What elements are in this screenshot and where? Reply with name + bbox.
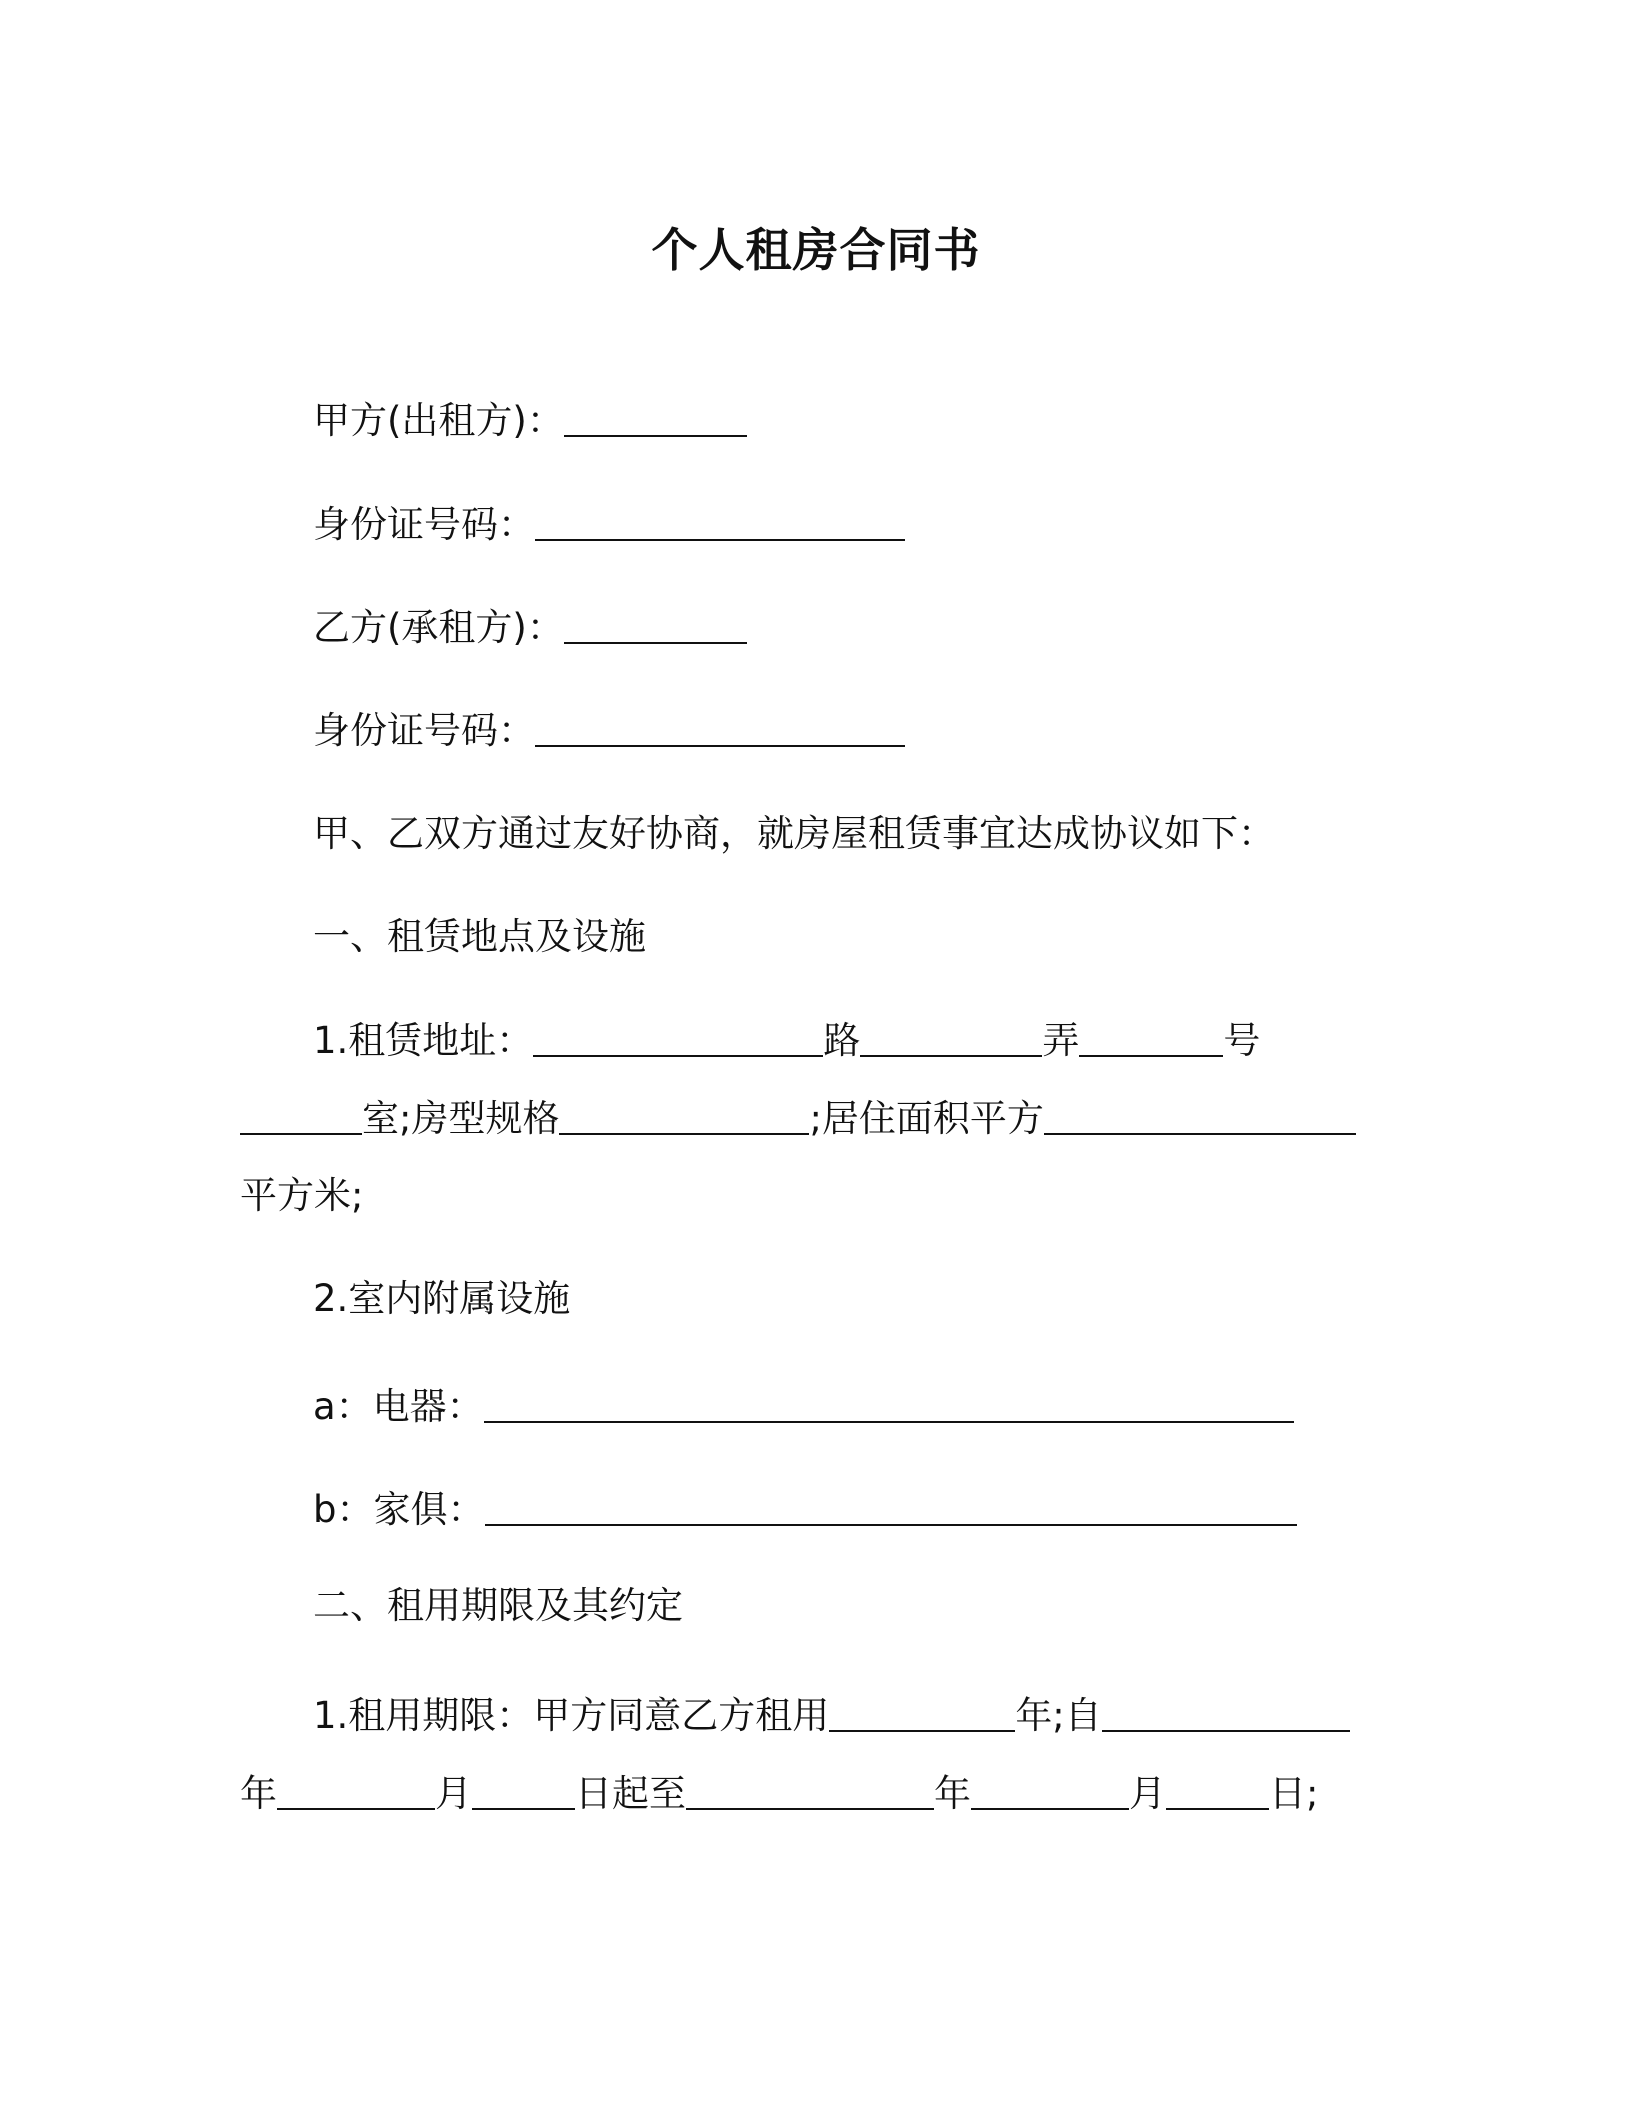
term-year-from-label: 年;自 bbox=[1015, 1694, 1102, 1737]
address-number-blank[interactable] bbox=[1079, 1021, 1223, 1057]
end-month-blank[interactable] bbox=[971, 1774, 1129, 1810]
area-label: ;居住面积平方 bbox=[809, 1097, 1044, 1140]
party-b-label: 乙方(承租方)： bbox=[313, 606, 564, 649]
section-1-heading: 一、租赁地点及设施 bbox=[313, 915, 646, 958]
start-month-label: 月 bbox=[435, 1772, 472, 1815]
number-label: 号 bbox=[1223, 1019, 1261, 1062]
party-a-id-blank[interactable] bbox=[535, 505, 905, 541]
road-label: 路 bbox=[823, 1019, 861, 1062]
room-blank[interactable] bbox=[240, 1099, 362, 1135]
lane-label: 弄 bbox=[1042, 1019, 1080, 1062]
end-year-label: 年 bbox=[934, 1772, 971, 1815]
party-b-blank[interactable] bbox=[564, 608, 747, 644]
party-a-id-label: 身份证号码： bbox=[313, 503, 535, 546]
end-day-blank[interactable] bbox=[1166, 1774, 1269, 1810]
term-prefix: 1.租用期限：甲方同意乙方租用 bbox=[313, 1694, 830, 1737]
party-b-line bbox=[313, 604, 747, 652]
address-lane-blank[interactable] bbox=[860, 1021, 1042, 1057]
party-a-line bbox=[313, 397, 747, 445]
room-line bbox=[240, 1095, 1356, 1143]
furniture-blank[interactable] bbox=[485, 1490, 1297, 1526]
intro-paragraph: 甲、乙双方通过友好协商，就房屋租赁事宜达成协议如下： bbox=[313, 812, 1275, 855]
start-year-label: 年 bbox=[240, 1772, 277, 1815]
room-type-blank[interactable] bbox=[559, 1099, 809, 1135]
appliances-line bbox=[313, 1383, 1294, 1431]
end-day-label: 日; bbox=[1269, 1772, 1319, 1815]
address-road-blank[interactable] bbox=[533, 1021, 823, 1057]
party-a-blank[interactable] bbox=[564, 401, 747, 437]
appliances-blank[interactable] bbox=[484, 1387, 1294, 1423]
end-year-blank[interactable] bbox=[686, 1774, 934, 1810]
address-prefix: 1.租赁地址： bbox=[313, 1019, 534, 1062]
room-label: 室;房型规格 bbox=[362, 1097, 560, 1140]
term-line bbox=[313, 1692, 1350, 1740]
furniture-line bbox=[313, 1486, 1297, 1534]
term-years-blank[interactable] bbox=[829, 1696, 1015, 1732]
start-day-label: 日起至 bbox=[575, 1772, 686, 1815]
facilities-heading: 2.室内附属设施 bbox=[313, 1277, 571, 1320]
term-dates-line bbox=[240, 1770, 1318, 1818]
section-2-heading: 二、租用期限及其约定 bbox=[313, 1584, 683, 1627]
address-line bbox=[313, 1017, 1260, 1065]
party-a-id-line bbox=[313, 501, 905, 549]
party-b-id-label: 身份证号码： bbox=[313, 709, 535, 752]
start-month-blank[interactable] bbox=[277, 1774, 435, 1810]
party-b-id-blank[interactable] bbox=[535, 711, 905, 747]
start-day-blank[interactable] bbox=[472, 1774, 575, 1810]
end-month-label: 月 bbox=[1129, 1772, 1166, 1815]
appliances-label: a：电器： bbox=[313, 1385, 484, 1428]
party-a-label: 甲方(出租方)： bbox=[313, 399, 564, 442]
furniture-label: b：家俱： bbox=[313, 1488, 485, 1531]
start-year-blank[interactable] bbox=[1102, 1696, 1350, 1732]
area-unit-line: 平方米; bbox=[240, 1174, 364, 1217]
area-blank[interactable] bbox=[1044, 1099, 1356, 1135]
party-b-id-line bbox=[313, 707, 905, 755]
document-title: 个人租房合同书 bbox=[651, 223, 981, 277]
